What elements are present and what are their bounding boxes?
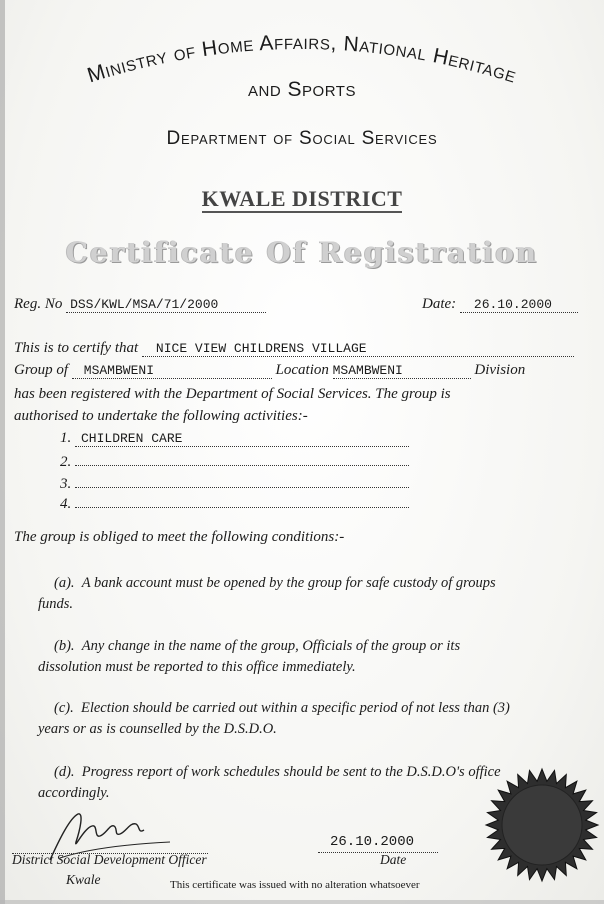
signed-date-value: 26.10.2000 (330, 834, 415, 850)
condition-continuation: dissolution must be reported to this office immediately. (38, 659, 356, 675)
condition-item (14, 573, 594, 615)
activity-value (75, 465, 409, 466)
condition-label: (b). (54, 638, 75, 654)
activity-number: 4. (60, 496, 72, 512)
activity-number: 2. (60, 454, 72, 470)
date-line (318, 852, 438, 853)
activity-value (75, 487, 409, 488)
activity-value (75, 507, 409, 508)
certify-label: This is to certify that (14, 340, 139, 356)
district-title (0, 186, 604, 212)
activity-number: 3. (60, 476, 72, 492)
date-row (422, 296, 578, 313)
certify-row (14, 340, 574, 357)
registered-text: has been registered with the Department of Social Services. The group is (14, 386, 451, 402)
activity-item (60, 476, 409, 493)
activity-item (60, 496, 409, 513)
official-seal (482, 760, 602, 890)
ministry-line-2: and Sports (248, 78, 356, 101)
location-value: MSAMBWENI (333, 363, 471, 379)
date-caption: Date (380, 852, 407, 867)
activity-number: 1. (60, 430, 72, 446)
ministry-name: Ministry of Home Affairs, National Heritage (84, 30, 520, 88)
date-label: Date: (422, 296, 457, 312)
reg-no-row (14, 296, 266, 313)
certificate-note: This certificate was issued with no alteration whatsoever (170, 879, 420, 891)
district-name: KWALE DISTRICT (201, 186, 403, 211)
condition-label: (a). (54, 575, 75, 591)
condition-continuation: funds. (38, 596, 74, 612)
condition-label: (d). (54, 764, 75, 780)
activity-item (60, 454, 409, 471)
officer-place: Kwale (66, 872, 101, 887)
condition-item (14, 636, 594, 678)
condition-label: (c). (54, 700, 74, 716)
authorised-text: authorised to undertake the following activities:- (14, 408, 308, 424)
certificate-title: Certificate Of Registration (65, 236, 539, 269)
location-label: Location (275, 362, 329, 378)
department-title: Department of Social Services (166, 128, 438, 149)
condition-text: A bank account must be opened by the group for safe custody of groups (81, 575, 496, 591)
condition-continuation: years or as is counselled by the D.S.D.O. (38, 721, 277, 737)
condition-continuation: accordingly. (38, 785, 110, 801)
scan-edge-bottom (0, 900, 604, 904)
ministry-arc-heading (0, 0, 604, 140)
officer-title: District Social Development Officer (12, 852, 207, 867)
condition-item (14, 698, 594, 740)
group-name-value: NICE VIEW CHILDRENS VILLAGE (142, 341, 574, 357)
condition-text: Progress report of work schedules should be sent to the D.S.D.O's office (81, 764, 501, 780)
reg-no-label: Reg. No (14, 296, 63, 312)
date-value: 26.10.2000 (460, 297, 578, 313)
group-location-row (14, 362, 525, 379)
conditions-intro: The group is obliged to meet the following conditions:- (14, 529, 345, 545)
activity-item (60, 430, 409, 447)
activity-value: CHILDREN CARE (75, 431, 409, 447)
group-of-value: MSAMBWENI (72, 363, 272, 379)
division-label: Division (474, 362, 526, 378)
condition-text: Any change in the name of the group, Officials of the group or its (81, 638, 461, 654)
group-of-label: Group of (14, 362, 69, 378)
reg-no-value: DSS/KWL/MSA/71/2000 (66, 297, 266, 313)
condition-text: Election should be carried out within a specific period of not less than (3) (80, 700, 510, 716)
